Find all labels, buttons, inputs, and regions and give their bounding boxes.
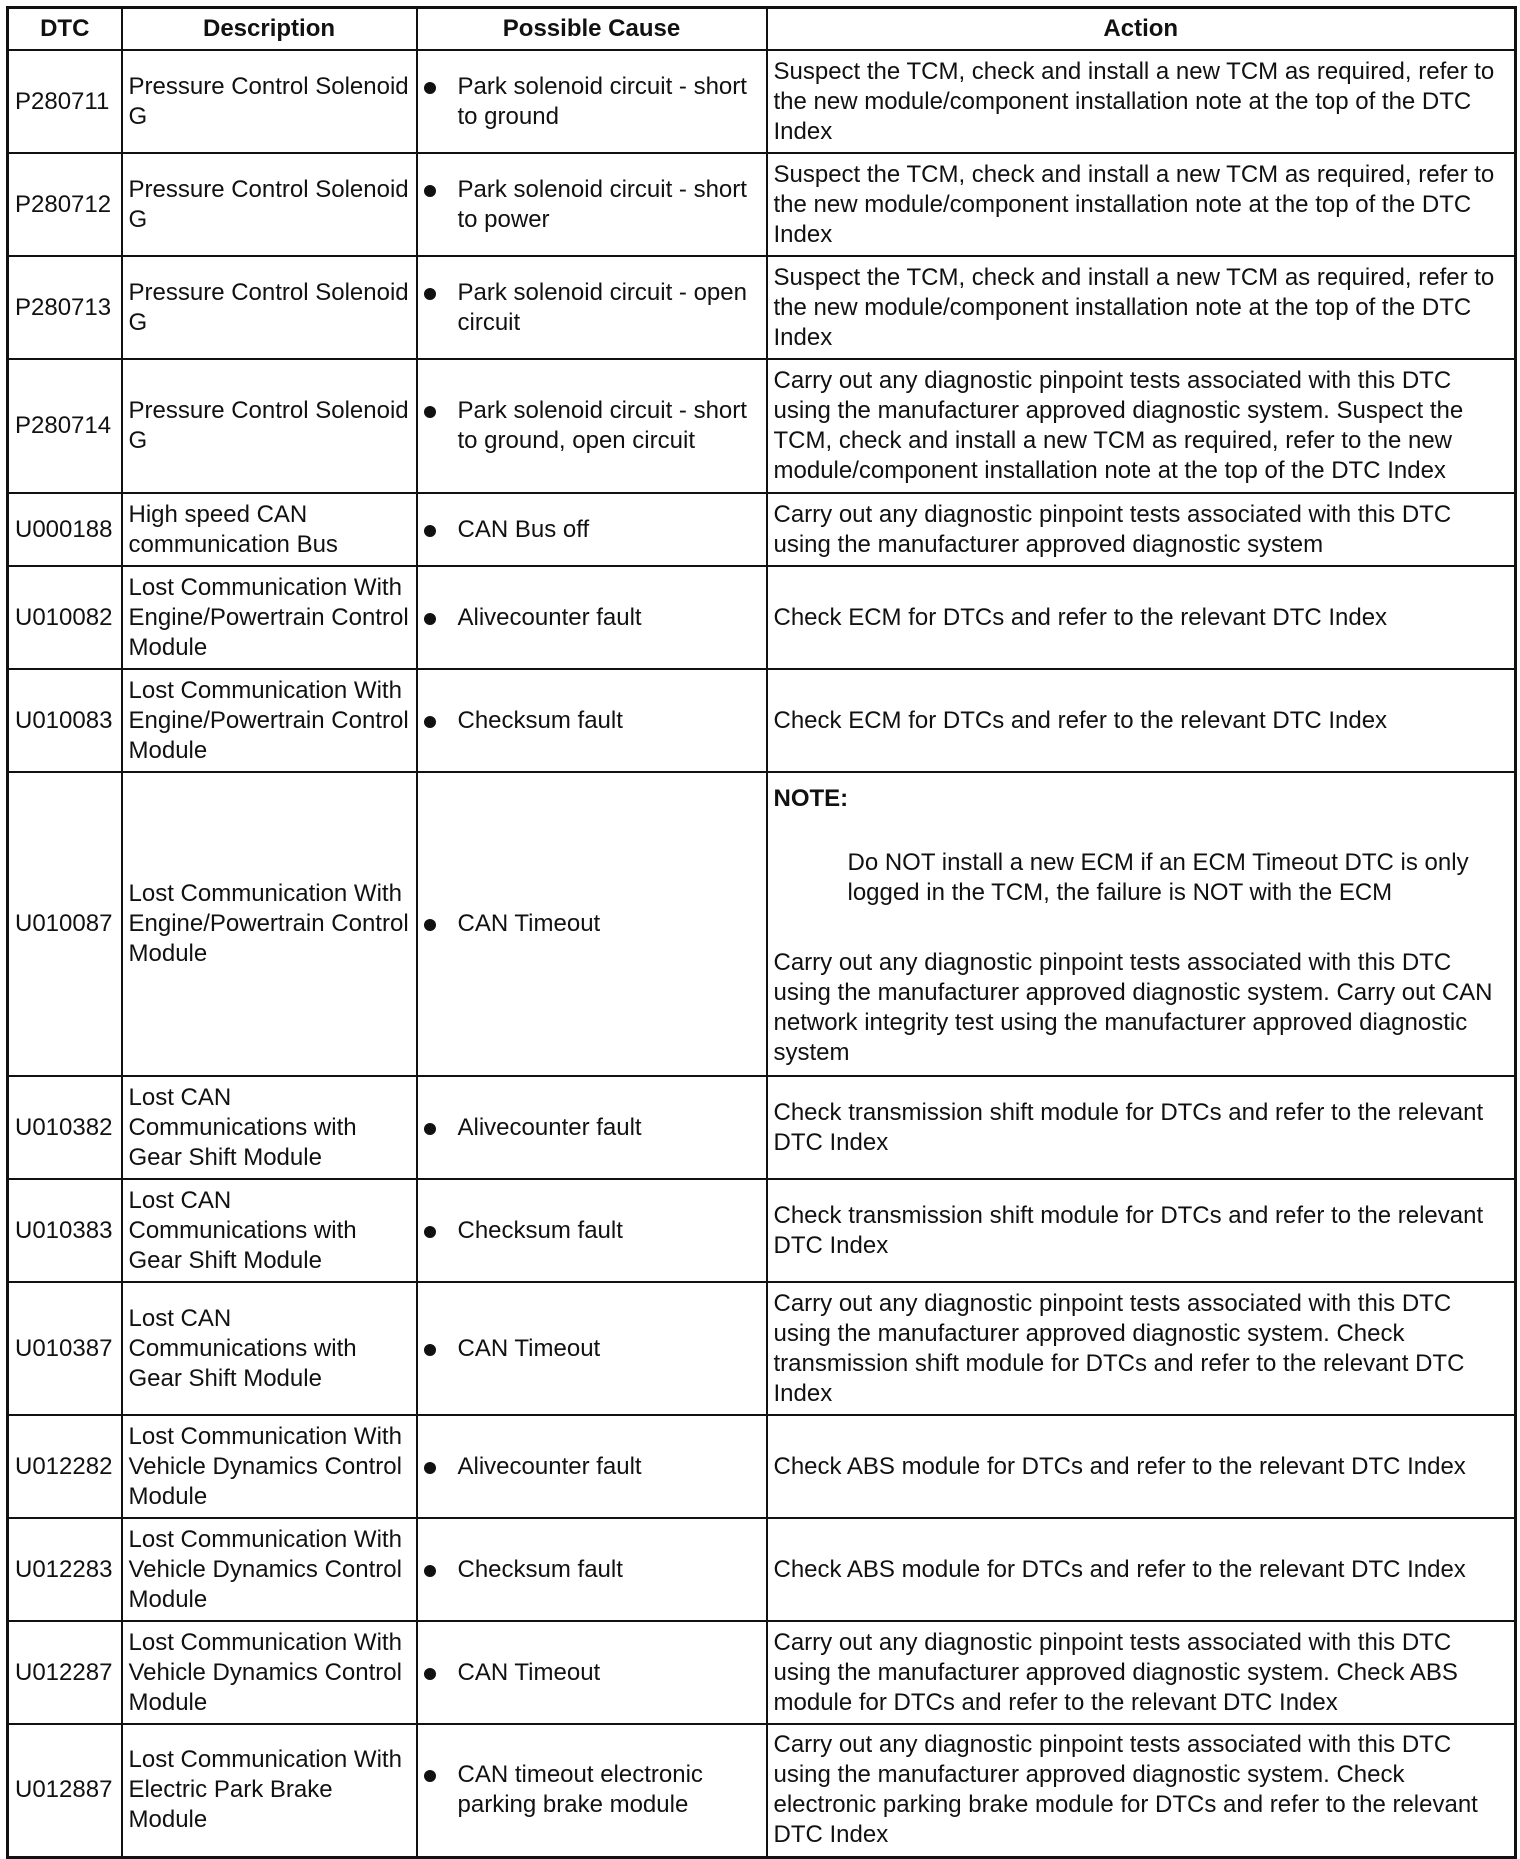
dtc-code: U010383: [8, 1179, 122, 1282]
dtc-code: U012283: [8, 1518, 122, 1621]
dtc-code: U010387: [8, 1282, 122, 1415]
description: Pressure Control Solenoid G: [122, 359, 417, 493]
dtc-table-container: [6, 6, 1517, 1859]
possible-cause: [417, 493, 767, 566]
description: Lost CAN Communications with Gear Shift Module: [122, 1179, 417, 1282]
bullet-icon: [424, 1770, 436, 1782]
action: Carry out any diagnostic pinpoint tests associated with this DTC using the manufacturer approved diagnostic system. Check ABS module for DTCs and refer to the relevant DTC Index: [767, 1621, 1516, 1724]
action: Carry out any diagnostic pinpoint tests associated with this DTC using the manufacturer approved diagnostic system: [767, 493, 1516, 566]
dtc-code: P280713: [8, 256, 122, 359]
cause-text: Park solenoid circuit - open circuit: [457, 278, 747, 336]
possible-cause: [417, 153, 767, 256]
table-row: [8, 1076, 1516, 1179]
note-text: Do NOT install a new ECM if an ECM Timeout DTC is only logged in the TCM, the failure is NOT with the ECM: [847, 849, 1469, 906]
action: Carry out any diagnostic pinpoint tests associated with this DTC using the manufacturer approved diagnostic system. Check electronic parking brake module for DTCs and refer to the relevant DTC Index: [767, 1724, 1516, 1857]
possible-cause: [417, 1179, 767, 1282]
cause-text: CAN Timeout: [457, 1334, 601, 1362]
cause-text: CAN timeout electronic parking brake module: [457, 1761, 703, 1819]
possible-cause: [417, 1415, 767, 1518]
table-row: [8, 50, 1516, 153]
note-label: NOTE:: [773, 785, 849, 812]
dtc-table: [6, 6, 1517, 1859]
cause-text: Checksum fault: [457, 1555, 623, 1583]
action: Check ABS module for DTCs and refer to the relevant DTC Index: [767, 1518, 1516, 1621]
bullet-icon: [424, 185, 436, 197]
bullet-icon: [424, 1668, 436, 1680]
action-text: Carry out any diagnostic pinpoint tests associated with this DTC using the manufacturer approved diagnostic system. Carry out CAN network integrity test using the manufacturer approved diagnostic system: [773, 949, 1493, 1066]
table-row: [8, 1282, 1516, 1415]
description: Lost Communication With Vehicle Dynamics Control Module: [122, 1518, 417, 1621]
header-dtc: DTC: [8, 8, 122, 51]
cause-text: Alivecounter fault: [457, 1113, 642, 1141]
action: Check transmission shift module for DTCs and refer to the relevant DTC Index: [767, 1076, 1516, 1179]
action: Suspect the TCM, check and install a new TCM as required, refer to the new module/component installation note at the top of the DTC Index: [767, 50, 1516, 153]
cause-text: Park solenoid circuit - short to power: [457, 175, 747, 233]
cause-text: Checksum fault: [457, 1216, 623, 1244]
possible-cause: [417, 1076, 767, 1179]
dtc-code: U012287: [8, 1621, 122, 1724]
action: Check transmission shift module for DTCs and refer to the relevant DTC Index: [767, 1179, 1516, 1282]
possible-cause: [417, 1724, 767, 1857]
cause-text: Alivecounter fault: [457, 1452, 642, 1480]
description: Lost Communication With Engine/Powertrain Control Module: [122, 669, 417, 772]
cause-text: Alivecounter fault: [457, 603, 642, 631]
bullet-icon: [424, 406, 436, 418]
dtc-code: U012887: [8, 1724, 122, 1857]
possible-cause: [417, 1518, 767, 1621]
dtc-code: P280711: [8, 50, 122, 153]
dtc-code: U010382: [8, 1076, 122, 1179]
description: Pressure Control Solenoid G: [122, 256, 417, 359]
action: Carry out any diagnostic pinpoint tests associated with this DTC using the manufacturer approved diagnostic system. Check transmission shift module for DTCs and refer to the relevant DTC Index: [767, 1282, 1516, 1415]
dtc-code: U010083: [8, 669, 122, 772]
table-row: [8, 1621, 1516, 1724]
table-row: [8, 1518, 1516, 1621]
dtc-code: P280714: [8, 359, 122, 493]
header-possible-cause: Possible Cause: [417, 8, 767, 51]
cause-text: CAN Timeout: [457, 1658, 601, 1686]
header-action: Action: [767, 8, 1516, 51]
header-description: Description: [122, 8, 417, 51]
table-row: [8, 1415, 1516, 1518]
bullet-icon: [424, 1123, 436, 1135]
description: Lost Communication With Vehicle Dynamics Control Module: [122, 1621, 417, 1724]
description: Lost CAN Communications with Gear Shift Module: [122, 1282, 417, 1415]
bullet-icon: [424, 716, 436, 728]
table-header-row: [8, 8, 1516, 51]
table-row: [8, 493, 1516, 566]
bullet-icon: [424, 288, 436, 300]
dtc-code: U012282: [8, 1415, 122, 1518]
possible-cause: [417, 669, 767, 772]
table-row: [8, 669, 1516, 772]
possible-cause: [417, 359, 767, 493]
table-row: [8, 1724, 1516, 1857]
action: Check ECM for DTCs and refer to the relevant DTC Index: [767, 566, 1516, 669]
description: Lost Communication With Electric Park Brake Module: [122, 1724, 417, 1857]
description: Lost CAN Communications with Gear Shift Module: [122, 1076, 417, 1179]
bullet-icon: [424, 525, 436, 537]
cause-text: Park solenoid circuit - short to ground: [457, 72, 747, 130]
action: Suspect the TCM, check and install a new TCM as required, refer to the new module/component installation note at the top of the DTC Index: [767, 153, 1516, 256]
table-row: [8, 772, 1516, 1076]
bullet-icon: [424, 919, 436, 931]
bullet-icon: [424, 1565, 436, 1577]
table-row: [8, 359, 1516, 493]
bullet-icon: [424, 613, 436, 625]
bullet-icon: [424, 1344, 436, 1356]
cause-text: Park solenoid circuit - short to ground, open circuit: [457, 397, 747, 454]
possible-cause: [417, 1621, 767, 1724]
description: Pressure Control Solenoid G: [122, 153, 417, 256]
cause-text: CAN Bus off: [457, 515, 590, 543]
possible-cause: [417, 256, 767, 359]
action: Check ECM for DTCs and refer to the relevant DTC Index: [767, 669, 1516, 772]
action: Suspect the TCM, check and install a new TCM as required, refer to the new module/component installation note at the top of the DTC Index: [767, 256, 1516, 359]
description: High speed CAN communication Bus: [122, 493, 417, 566]
possible-cause: [417, 1282, 767, 1415]
action: Check ABS module for DTCs and refer to the relevant DTC Index: [767, 1415, 1516, 1518]
bullet-icon: [424, 1226, 436, 1238]
description: Lost Communication With Vehicle Dynamics Control Module: [122, 1415, 417, 1518]
possible-cause: [417, 772, 767, 1076]
bullet-icon: [424, 1462, 436, 1474]
table-row: [8, 1179, 1516, 1282]
dtc-code: U010087: [8, 772, 122, 1076]
possible-cause: [417, 50, 767, 153]
dtc-code: P280712: [8, 153, 122, 256]
description: Lost Communication With Engine/Powertrain Control Module: [122, 566, 417, 669]
dtc-code: U010082: [8, 566, 122, 669]
cause-text: Checksum fault: [457, 706, 623, 734]
action: Carry out any diagnostic pinpoint tests associated with this DTC using the manufacturer approved diagnostic system. Suspect the TCM, check and install a new TCM as required, refer to the new module/component installation note at the top of the DTC Index: [767, 359, 1516, 493]
description: Pressure Control Solenoid G: [122, 50, 417, 153]
table-row: [8, 153, 1516, 256]
cause-text: CAN Timeout: [457, 910, 601, 937]
possible-cause: [417, 566, 767, 669]
table-row: [8, 256, 1516, 359]
table-row: [8, 566, 1516, 669]
bullet-icon: [424, 82, 436, 94]
action: [767, 772, 1516, 1076]
description: Lost Communication With Engine/Powertrain Control Module: [122, 772, 417, 1076]
dtc-code: U000188: [8, 493, 122, 566]
